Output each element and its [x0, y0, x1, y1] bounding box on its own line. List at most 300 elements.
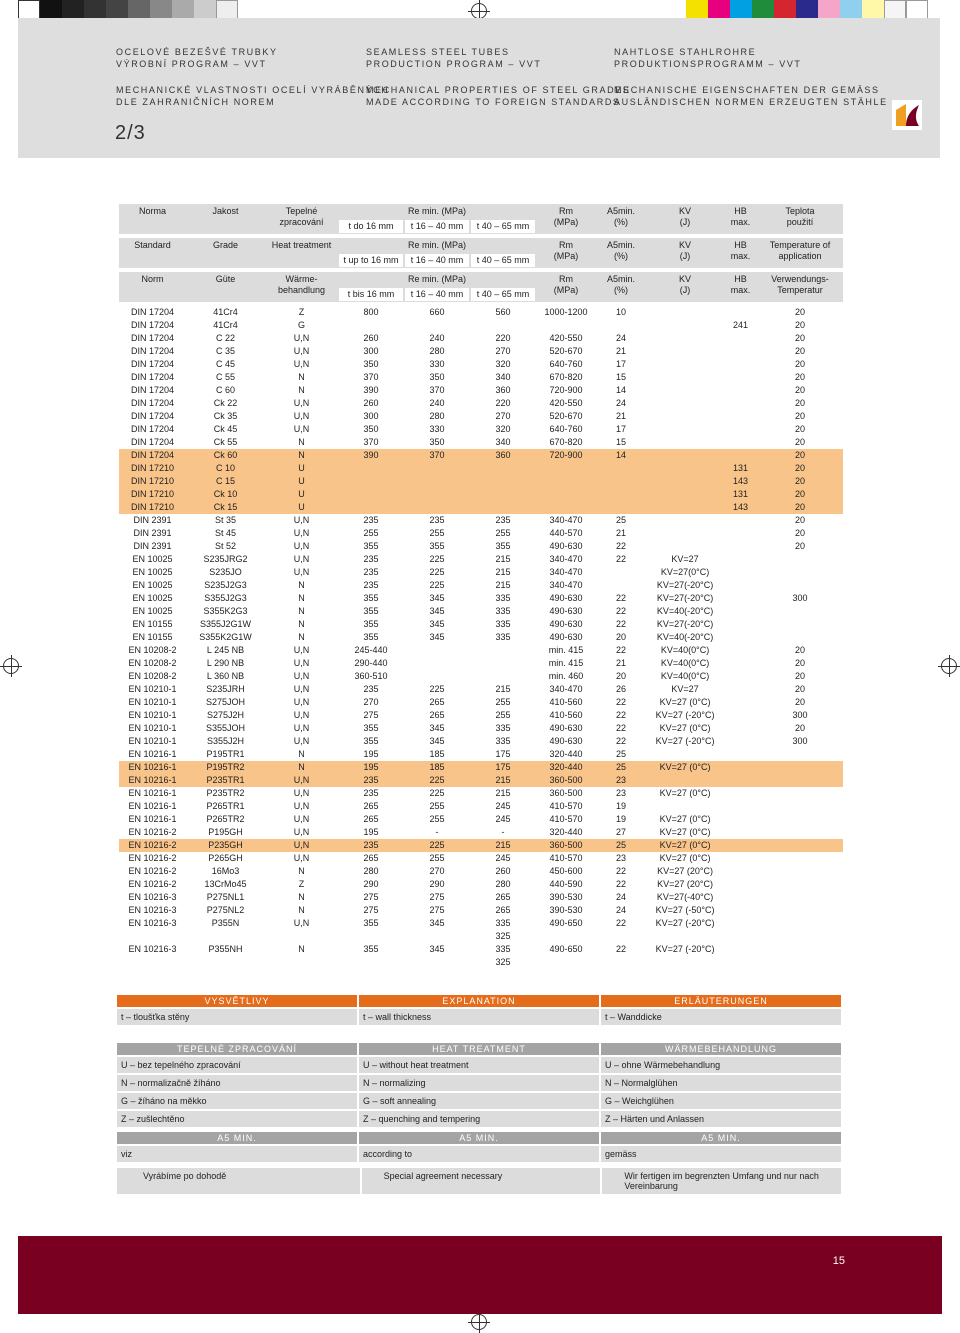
table-cell: 345 [429, 593, 445, 603]
table-row [119, 475, 843, 488]
table-cell: 235 [495, 515, 511, 525]
table-cell: KV=40(-20°C) [656, 606, 714, 616]
legend-cell: Wir fertigen im begrenzten Umfang und nur nach Vereinbarung [602, 1168, 841, 1194]
table-cell: Ck 45 [213, 424, 238, 434]
table-row [119, 462, 843, 475]
table-cell: EN 10210-1 [128, 736, 177, 746]
table-cell: 560 [495, 307, 511, 317]
table-cell [646, 774, 724, 787]
table-cell: 255 [429, 528, 445, 538]
table-cell [724, 618, 757, 631]
header-label: Tepelné [285, 206, 318, 216]
page-header [18, 18, 940, 158]
table-cell [724, 722, 757, 735]
legend-cell: G – žíháno na měkko [117, 1093, 357, 1109]
table-cell: U,N [293, 801, 310, 811]
table-cell: 340-470 [549, 684, 583, 694]
table-row [119, 917, 843, 930]
table-cell: EN 10216-3 [128, 892, 177, 902]
table-row [119, 371, 843, 384]
table-cell: EN 10216-3 [128, 944, 177, 954]
legend-header-cell: HEAT TREATMENT [359, 1043, 599, 1055]
table-cell: 24 [616, 892, 627, 902]
table-cell [404, 501, 470, 514]
table-cell: 280 [363, 866, 379, 876]
table-row [119, 787, 843, 800]
table-cell: 225 [429, 567, 445, 577]
table-cell: P265TR1 [206, 801, 245, 811]
table-cell: S235JRH [206, 684, 245, 694]
table-cell: U,N [293, 645, 310, 655]
header-label-2: application [778, 251, 822, 261]
header-label-2: max. [730, 251, 751, 261]
table-cell [404, 670, 470, 683]
table-cell: KV=27(-20°C) [656, 580, 714, 590]
table-cell: 20 [795, 515, 806, 525]
table-cell: EN 10216-1 [128, 814, 177, 824]
table-cell: KV=40(0°C) [660, 658, 710, 668]
table-row [119, 540, 843, 553]
table-cell: EN 10155 [132, 619, 173, 629]
table-cell: Ck 60 [186, 449, 265, 462]
table-cell: 195 [363, 749, 379, 759]
table-cell: 335 [495, 619, 511, 629]
table-cell [646, 514, 724, 527]
table-cell: 240 [429, 333, 445, 343]
header-en [366, 46, 630, 108]
table-cell: EN 10216-1 [128, 749, 177, 759]
table-cell: DIN 17204 [130, 424, 175, 434]
header-c1 [186, 204, 265, 234]
legend-row-treatment [117, 1055, 843, 1073]
thickness-label: t 40 – 65 mm [470, 253, 536, 268]
table-row [119, 813, 843, 826]
table-cell [724, 358, 757, 371]
table-cell: KV=27 (-50°C) [655, 905, 715, 915]
table-cell [724, 527, 757, 540]
table-cell: S235J2G3 [204, 580, 247, 590]
table-row [119, 410, 843, 423]
table-row [119, 943, 843, 956]
table-cell: 350 [429, 437, 445, 447]
thickness-label: t 40 – 65 mm [470, 219, 536, 234]
table-cell: 143 [724, 501, 757, 514]
table-cell: 215 [495, 788, 511, 798]
table-cell [724, 865, 757, 878]
table-row [119, 891, 843, 904]
en-title-2: PRODUCTION PROGRAM – VVT [366, 59, 542, 69]
header-label: Rm [559, 274, 574, 284]
table-cell [536, 488, 596, 501]
table-row [119, 657, 843, 670]
table-cell: N [298, 749, 305, 759]
table-cell: N [265, 761, 338, 774]
table-cell: U [265, 462, 338, 475]
table-cell: 220 [495, 333, 511, 343]
table-cell: U,N [293, 359, 310, 369]
table-cell: S355J2G3 [204, 593, 247, 603]
table-cell: 131 [724, 462, 757, 475]
header-c1 [186, 238, 265, 268]
table-cell: 440-570 [549, 528, 583, 538]
table-cell: EN 10025 [132, 567, 173, 577]
table-cell [404, 930, 470, 943]
table-cell: EN 10216-1 [128, 788, 177, 798]
table-cell: 265 [363, 853, 379, 863]
table-cell: 22 [616, 944, 627, 954]
table-cell [757, 566, 843, 579]
table-cell: 235 [338, 839, 404, 852]
legend-cell: Z – quenching and tempering [359, 1111, 599, 1127]
table-cell: EN 10216-2 [128, 827, 177, 837]
table-cell: C 60 [215, 385, 235, 395]
table-cell: 390 [363, 385, 379, 395]
table-cell: N [298, 619, 305, 629]
legend-cell: N – normalizing [359, 1075, 599, 1091]
header-label: Re min. (MPa) [408, 240, 467, 250]
table-cell: 370 [363, 372, 379, 382]
table-cell: 255 [363, 528, 379, 538]
table-cell [470, 462, 536, 475]
table-cell: 25 [596, 761, 646, 774]
table-cell: 520-670 [549, 346, 583, 356]
table-cell: U,N [293, 827, 310, 837]
table-cell: 20 [795, 372, 806, 382]
table-cell [646, 475, 724, 488]
legend-header-cell: A5 MIN. [359, 1132, 599, 1144]
header-label: Heat treatment [271, 240, 332, 250]
table-cell: S355K2G3 [203, 606, 248, 616]
table-cell: 245 [495, 814, 511, 824]
table-cell: 420-550 [549, 398, 583, 408]
table-cell: 20 [795, 398, 806, 408]
table-cell [724, 761, 757, 774]
table-cell: 260 [363, 398, 379, 408]
table-cell: 350 [429, 372, 445, 382]
table-cell: U,N [293, 788, 310, 798]
table-cell: 275 [429, 905, 445, 915]
table-cell: 320 [495, 359, 511, 369]
table-cell [186, 930, 265, 943]
table-row [119, 852, 843, 865]
header-label: Grade [212, 240, 238, 250]
table-cell: 225 [404, 774, 470, 787]
table-cell: 22 [616, 736, 627, 746]
table-cell [724, 423, 757, 436]
table-cell [596, 319, 646, 332]
table-cell [724, 657, 757, 670]
table-cell: 14 [616, 385, 627, 395]
header-label-2: (J) [679, 217, 691, 227]
header-c1 [186, 272, 265, 302]
table-cell: U,N [293, 723, 310, 733]
table-cell: KV=27 (0°C) [646, 839, 724, 852]
table-cell: 300 [363, 411, 379, 421]
table-cell: 350 [363, 424, 379, 434]
table-cell: P265GH [208, 853, 243, 863]
table-cell [404, 462, 470, 475]
table-row [119, 501, 843, 514]
table-cell: 490-630 [549, 736, 583, 746]
legend-header-a5 [117, 1132, 843, 1144]
legend-header-cell: A5 MIN. [601, 1132, 841, 1144]
legend-cell: N – normalizačně žíháno [117, 1075, 357, 1091]
header-kv [646, 272, 724, 302]
table-cell [724, 956, 757, 969]
header-label-2: (%) [614, 285, 629, 295]
table-cell: 17 [616, 359, 627, 369]
table-cell: - [435, 827, 439, 837]
legend-row-treatment [117, 1073, 843, 1091]
table-cell [646, 410, 724, 423]
table-cell: 270 [429, 866, 445, 876]
table-cell: U,N [293, 515, 310, 525]
table-cell: 490-630 [549, 593, 583, 603]
table-cell [646, 332, 724, 345]
table-cell [119, 956, 186, 969]
table-cell: 320-440 [549, 749, 583, 759]
table-cell: Ck 22 [213, 398, 238, 408]
table-cell [757, 553, 843, 566]
header-hb [724, 238, 757, 268]
table-cell [757, 852, 843, 865]
table-cell: 265 [363, 801, 379, 811]
header-label: Norm [141, 274, 164, 284]
legend-cell: Z – Härten und Anlassen [601, 1111, 841, 1127]
de-title-2: PRODUKTIONSPROGRAMM – VVT [614, 59, 802, 69]
table-cell: Ck 10 [186, 488, 265, 501]
table-cell: EN 10216-1 [128, 801, 177, 811]
table-cell: 195 [338, 761, 404, 774]
header-label: A5min. [607, 274, 636, 284]
table-cell: DIN 17210 [119, 488, 186, 501]
table-cell: 24 [616, 905, 627, 915]
table-cell: 20 [795, 541, 806, 551]
table-cell: EN 10216-2 [128, 853, 177, 863]
table-cell: U,N [293, 814, 310, 824]
legend-a5 [117, 1132, 843, 1194]
table-row [119, 319, 843, 332]
table-cell [646, 540, 724, 553]
table-cell [724, 605, 757, 618]
table-cell: EN 10216-3 [128, 905, 177, 915]
table-cell: U [265, 501, 338, 514]
table-cell [338, 930, 404, 943]
registration-mark-icon [471, 1314, 487, 1330]
table-cell [646, 449, 724, 462]
legend-cell: Special agreement necessary [362, 1168, 601, 1194]
header-label: Teplota [785, 206, 815, 216]
table-cell: 300 [792, 736, 808, 746]
table-cell [596, 475, 646, 488]
table-cell [646, 423, 724, 436]
table-cell: 300 [363, 346, 379, 356]
table-cell [470, 644, 536, 657]
table-cell: C 15 [186, 475, 265, 488]
table-cell: KV=27 (0°C) [659, 697, 711, 707]
header-t3 [470, 219, 536, 234]
table-cell: KV=27(-20°C) [656, 619, 714, 629]
table-cell: 360 [495, 385, 511, 395]
table-cell: KV=27 (0°C) [659, 853, 711, 863]
table-row [119, 488, 843, 501]
header-rm [536, 272, 596, 302]
table-cell: U,N [293, 346, 310, 356]
table-cell: 335 [495, 944, 511, 954]
table-cell: Ck 55 [213, 437, 238, 447]
table-cell: - [501, 827, 505, 837]
table-cell [724, 683, 757, 696]
table-cell: 235 [363, 684, 379, 694]
table-cell: N [298, 905, 305, 915]
table-cell: 355 [495, 541, 511, 551]
table-cell [646, 800, 724, 813]
table-cell: 390-530 [549, 892, 583, 902]
table-cell [470, 657, 536, 670]
table-cell: L 245 NB [206, 645, 245, 655]
table-cell: 255 [495, 528, 511, 538]
table-row [119, 332, 843, 345]
table-cell: P195GH [208, 827, 243, 837]
table-cell [646, 358, 724, 371]
table-cell [724, 449, 757, 462]
table-cell: KV=27 (0°C) [659, 814, 711, 824]
header-t3 [470, 253, 536, 268]
table-cell: 335 [495, 723, 511, 733]
table-cell: 420-550 [549, 333, 583, 343]
table-cell: 300 [792, 710, 808, 720]
table-cell: 15 [616, 437, 627, 447]
table-cell: 185 [404, 761, 470, 774]
table-cell: min. 415 [548, 645, 584, 655]
table-cell: St 52 [214, 541, 236, 551]
header-re [338, 238, 536, 253]
table-cell: 20 [795, 333, 806, 343]
header-label-2: zpracování [279, 217, 324, 227]
table-cell: N [298, 944, 305, 954]
table-cell: 235 [363, 567, 379, 577]
table-cell: 20 [795, 684, 806, 694]
table-cell: 215 [495, 567, 511, 577]
header-row-de [119, 272, 843, 287]
table-cell: C 22 [215, 333, 235, 343]
table-cell [646, 930, 724, 943]
table-cell: EN 10208-2 [128, 658, 177, 668]
header-re [338, 204, 536, 219]
table-row [119, 644, 843, 657]
table-cell [338, 488, 404, 501]
header-label-2: (MPa) [553, 285, 579, 295]
page-footer [18, 1236, 942, 1314]
table-cell: 22 [616, 710, 627, 720]
table-cell: 215 [470, 839, 536, 852]
table-cell: 360-510 [354, 671, 388, 681]
table-cell: 175 [495, 749, 511, 759]
table-cell: 335 [495, 736, 511, 746]
table-cell: Z [298, 307, 305, 317]
table-cell: DIN 17204 [130, 346, 175, 356]
table-cell: 215 [470, 774, 536, 787]
table-cell: KV=27 (0°C) [659, 827, 711, 837]
legend-row-a5 [117, 1144, 843, 1162]
table-cell: 410-570 [549, 814, 583, 824]
legend-cell: t – Wanddicke [601, 1009, 841, 1025]
table-cell [536, 501, 596, 514]
table-cell: 490-630 [549, 541, 583, 551]
table-cell [757, 813, 843, 826]
registration-mark-icon [941, 658, 957, 674]
table-cell: EN 10025 [132, 580, 173, 590]
header-re [338, 272, 536, 287]
table-cell: 360 [470, 449, 536, 462]
table-cell: 20 [616, 671, 627, 681]
table-cell: min. 460 [548, 671, 584, 681]
table-cell [536, 462, 596, 475]
table-row [119, 527, 843, 540]
table-cell: 255 [429, 814, 445, 824]
table-cell [724, 774, 757, 787]
table-cell: 490-650 [549, 944, 583, 954]
legend-heat-treatment [117, 1043, 843, 1127]
table-cell: 241 [733, 320, 749, 330]
table-cell: 24 [616, 398, 627, 408]
table-cell: N [298, 385, 305, 395]
table-cell [646, 306, 724, 319]
table-cell [724, 592, 757, 605]
legend-cell: Vyrábíme po dohodě [117, 1168, 360, 1194]
table-row [119, 761, 843, 774]
table-cell [724, 566, 757, 579]
table-cell: 245-440 [354, 645, 388, 655]
table-cell: 22 [616, 918, 627, 928]
header-rm [536, 238, 596, 268]
table-cell: 350 [363, 359, 379, 369]
table-cell [338, 956, 404, 969]
table-cell [724, 839, 757, 852]
table-cell: 20 [757, 475, 843, 488]
table-cell: KV=40(0°C) [660, 671, 710, 681]
table-cell: 25 [616, 515, 627, 525]
table-cell: P235TR1 [186, 774, 265, 787]
table-cell [404, 488, 470, 501]
header-row-en [119, 238, 843, 253]
table-cell: 355 [363, 541, 379, 551]
table-cell: U,N [293, 853, 310, 863]
table-cell [724, 306, 757, 319]
table-row [119, 878, 843, 891]
en-subtitle-2: MADE ACCORDING TO FOREIGN STANDARDS [366, 97, 621, 107]
table-cell: KV=27 (20°C) [657, 866, 713, 876]
header-t2 [404, 287, 470, 302]
table-row [119, 956, 843, 969]
table-cell: 340-470 [549, 554, 583, 564]
table-cell: St 45 [214, 528, 236, 538]
table-cell: 265 [495, 892, 511, 902]
header-tp1 [757, 204, 843, 234]
cz-title-2: VÝROBNÍ PROGRAM – VVT [116, 59, 267, 69]
table-cell: KV=27 [671, 684, 699, 694]
table-cell: 490-650 [549, 918, 583, 928]
thickness-label: t 16 – 40 mm [404, 219, 470, 234]
table-cell [470, 475, 536, 488]
table-cell: C 45 [215, 359, 235, 369]
table-cell: 19 [616, 814, 627, 824]
table-cell: 410-560 [549, 697, 583, 707]
table-row [119, 566, 843, 579]
table-cell: KV=40(0°C) [660, 645, 710, 655]
table-cell [404, 657, 470, 670]
table-cell: U,N [265, 774, 338, 787]
